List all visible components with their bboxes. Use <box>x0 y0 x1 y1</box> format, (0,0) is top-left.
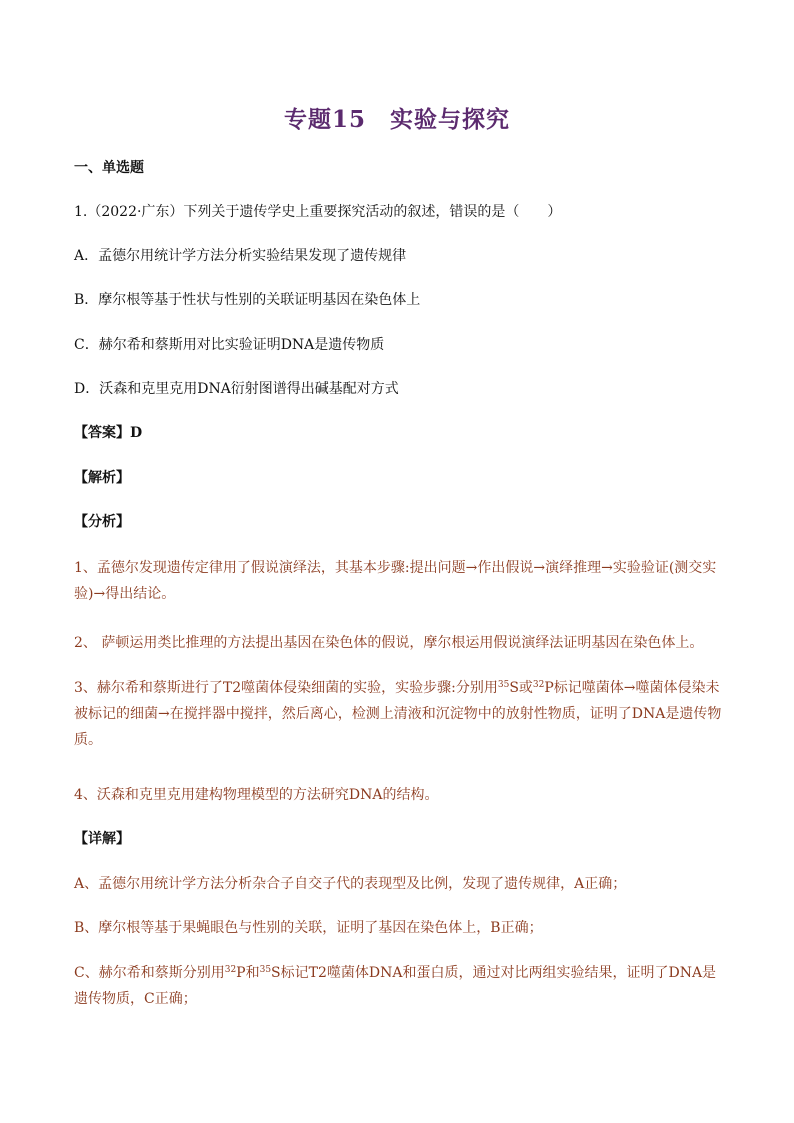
page-title: 专题15 实验与探究 <box>283 106 510 133</box>
detail-b: B、摩尔根等基于果蝇眼色与性别的关联，证明了基因在染色体上，B正确； <box>74 920 543 936</box>
option-c: C．赫尔希和蔡斯用对比实验证明DNA是遗传物质 <box>74 337 385 353</box>
analysis-paragraph-3 <box>74 675 724 753</box>
detail-c-superscript-35: 35 <box>259 965 272 975</box>
option-d: D．沃森和克里克用DNA衍射图谱得出碱基配对方式 <box>74 381 399 397</box>
detail-c-text-b: P和 <box>236 965 260 981</box>
detail-c-text-c: S标记T2噬菌体DNA和蛋白质，通过对比两组实验结果，证明了DNA是遗传物质，C正确； <box>74 965 717 1007</box>
option-a: A．孟德尔用统计学方法分析实验结果发现了遗传规律 <box>74 248 407 264</box>
detail-a: A、孟德尔用统计学方法分析杂合子自交子代的表现型及比例，发现了遗传规律，A正确； <box>74 876 627 892</box>
detail-label: 【详解】 <box>74 831 130 847</box>
option-b: B．摩尔根等基于性状与性别的关联证明基因在染色体上 <box>74 292 421 308</box>
analysis-paragraph-2: 2、 萨顿运用类比推理的方法提出基因在染色体的假说，摩尔根运用假说演绎法证明基因在染色体上。 <box>74 635 704 651</box>
fenxi-label: 【分析】 <box>74 514 130 530</box>
detail-c-superscript-32: 32 <box>224 965 237 975</box>
detail-c-text-a: C、赫尔希和蔡斯分别用 <box>74 965 225 981</box>
answer-label: 【答案】D <box>74 425 143 441</box>
analysis-paragraph-4: 4、沃森和克里克用建构物理模型的方法研究DNA的结构。 <box>74 787 439 803</box>
p3-superscript-32: 32 <box>532 680 545 690</box>
section-heading: 一、单选题 <box>74 160 144 176</box>
jiexi-label: 【解析】 <box>74 470 130 486</box>
p3-text-a: 3、赫尔希和蔡斯进行了T2噬菌体侵染细菌的实验，实验步骤:分别用 <box>74 680 498 696</box>
detail-c <box>74 960 724 1012</box>
p3-text-c: P标记噬菌体→噬菌体侵染未被标记的细菌→在搅拌器中搅拌，然后离心，检测上清液和沉淀物中的放射性物质，证明了DNA是遗传物质。 <box>74 680 722 748</box>
question-stem: 1.（2022·广东）下列关于遗传学史上重要探究活动的叙述，错误的是（ ） <box>74 204 562 220</box>
p3-text-b: S或 <box>509 680 533 696</box>
p3-superscript-35: 35 <box>497 680 510 690</box>
analysis-paragraph-1: 1、孟德尔发现遗传定律用了假说演绎法，其基本步骤:提出问题→作出假说→演绎推理→实验验证(测交实验)→得出结论。 <box>74 560 717 602</box>
